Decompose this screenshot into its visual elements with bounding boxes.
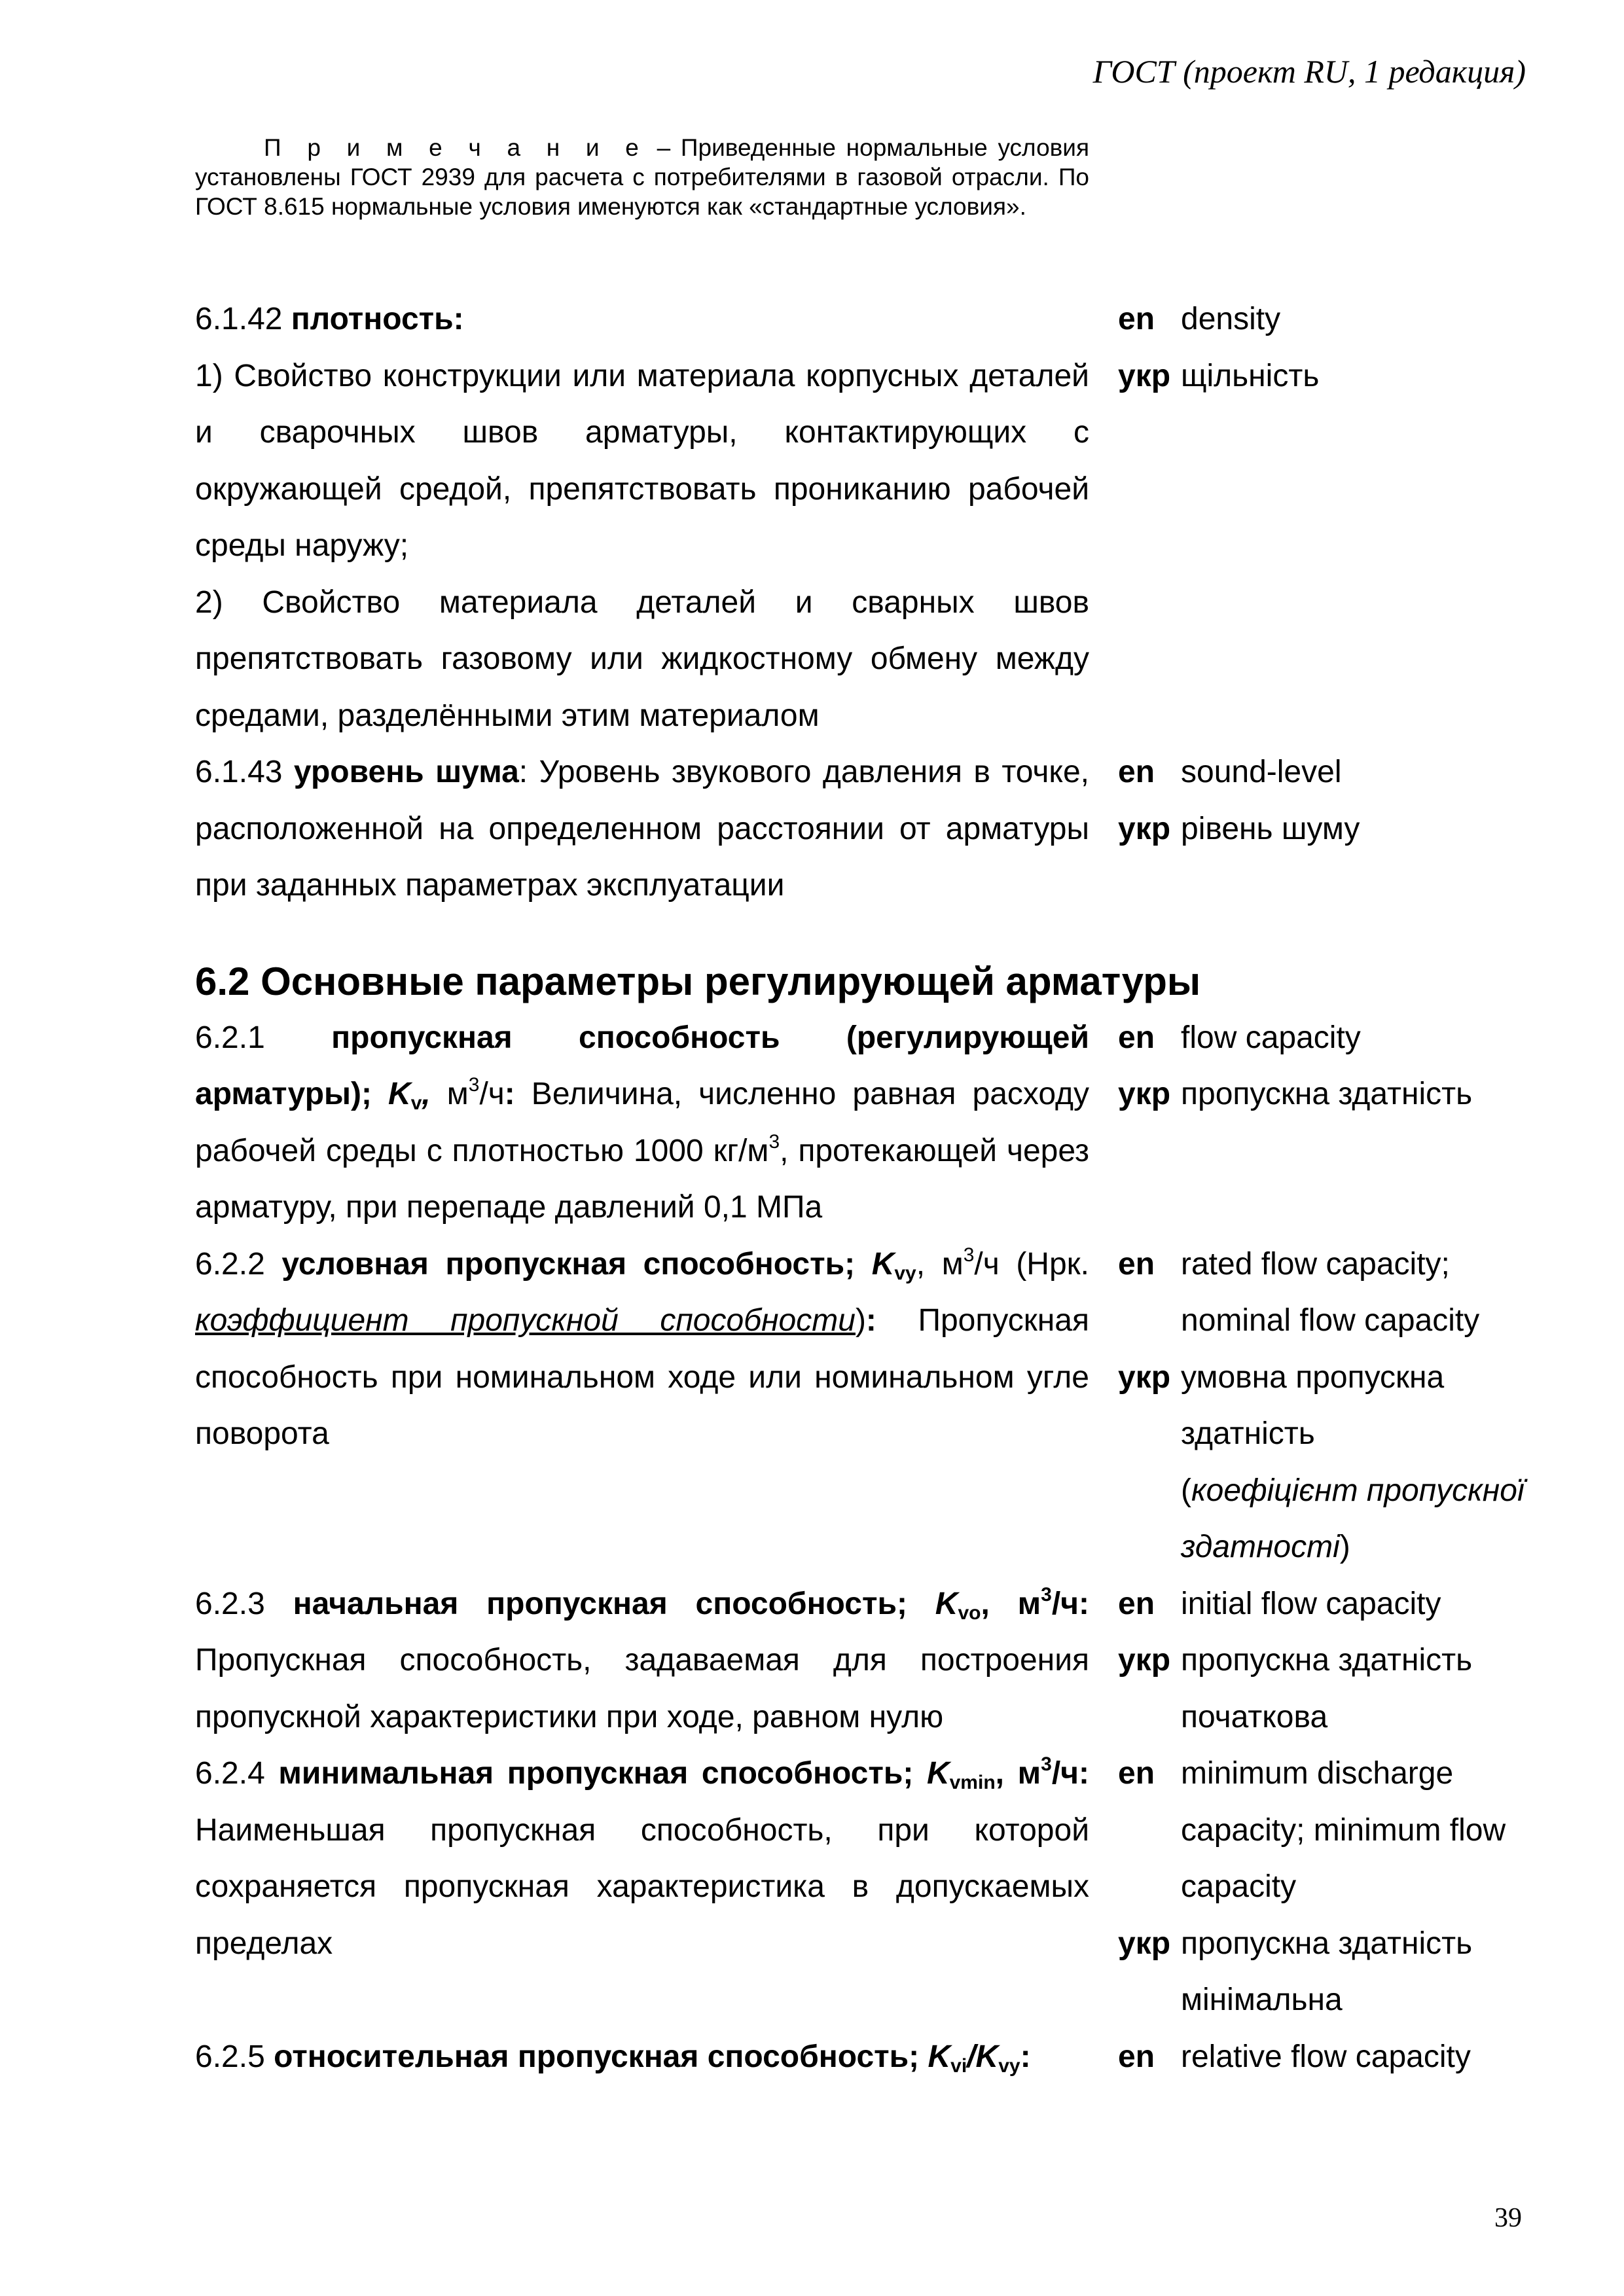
paren-close: ) — [1339, 1530, 1350, 1564]
unit-rest: /ч — [479, 1077, 505, 1111]
term-entry-6-1-42-def1 — [195, 348, 1543, 575]
unit-superscript: 3 — [963, 1244, 975, 1266]
slash: / — [967, 2039, 976, 2074]
translations — [1181, 744, 1543, 914]
lang-label-ukr: укр — [1118, 1359, 1171, 1395]
term-title: пропускная способность (регулирующей арматуры); — [195, 1020, 1089, 1111]
symbol-2: K — [975, 2039, 999, 2074]
term-ukr: щільність — [1181, 358, 1320, 393]
entry-number: 6.2.4 — [195, 1756, 279, 1791]
term-en: rated flow capacity; nominal flow capacity — [1181, 1246, 1480, 1338]
entry-number: 6.1.43 — [195, 755, 294, 789]
symbol-subscript: v — [410, 1092, 422, 1114]
term-title: относительная пропускная способность; — [274, 2039, 928, 2074]
unit: , м — [916, 1246, 964, 1282]
term-entry-6-2-2 — [195, 1236, 1543, 1576]
entry-number: 6.1.42 — [195, 302, 291, 336]
note-text: – Приведенные нормальные условия установлены ГОСТ 2939 для расчета с потребителями в газовой отрасли. По ГОСТ 8.615 нормальные условия именуются как «стандартные условия». — [195, 134, 1090, 220]
lang-labels — [1089, 1576, 1181, 1746]
lang-label-en: en — [1118, 302, 1155, 336]
unit-superscript: 3 — [468, 1074, 480, 1096]
term-ukr: пропускна здатність початкова — [1181, 1643, 1473, 1734]
definition-text: : Уровень звукового давления в точке, расположенной на определенном расстоянии от арматуры при заданных параметрах эксплуатации — [195, 755, 1089, 903]
term-en: density — [1181, 302, 1281, 336]
entry-definition — [195, 1576, 1089, 1746]
lang-label-en: en — [1118, 1586, 1155, 1621]
term-entry-6-2-4 — [195, 1746, 1543, 2029]
lang-label-ukr: укр — [1118, 1643, 1171, 1677]
lang-labels — [1089, 1236, 1181, 1576]
term-title: плотность: — [291, 302, 464, 336]
term-en: initial flow capacity — [1181, 1586, 1441, 1621]
translations — [1181, 1236, 1543, 1576]
symbol-subscript: vy — [894, 1262, 916, 1284]
entry-definition — [195, 1746, 1089, 2029]
note-paragraph — [195, 133, 1089, 221]
symbol: K — [388, 1077, 411, 1111]
entry-number: 6.2.3 — [195, 1586, 293, 1621]
symbol-subscript: vo — [958, 1602, 981, 1624]
term-ukr: пропускна здатність мінімальна — [1181, 1926, 1473, 2017]
term-entry-6-2-3 — [195, 1576, 1543, 1746]
term-ukr: пропускна здатність — [1181, 1077, 1473, 1111]
entry-definition — [195, 2029, 1089, 2086]
symbol-2-subscript: vy — [998, 2054, 1020, 2077]
entry-definition — [195, 1236, 1089, 1576]
symbol: K — [935, 1586, 958, 1621]
definition-text: Наименьшая пропускная способность, при которой сохраняется пропускная характеристика в допускаемых пределах — [195, 1812, 1089, 1961]
lang-label-ukr: укр — [1118, 1077, 1171, 1111]
unit: м — [430, 1077, 469, 1111]
lang-label-en: en — [1118, 1756, 1155, 1791]
definition-text: Пропускная способность при номинальном ходе или номинальном угле поворота — [195, 1303, 1089, 1451]
term-ukr — [1181, 1350, 1543, 1576]
entry-definition — [195, 1010, 1089, 1236]
term-ukr-text: умовна пропускна здатність — [1181, 1359, 1445, 1451]
term-entry-6-2-1 — [195, 1010, 1543, 1236]
term-entry-6-1-42 — [195, 291, 1543, 348]
term-ukr: рівень шуму — [1181, 811, 1360, 846]
entry-definition — [195, 744, 1089, 914]
unit-rest: /ч: — [1051, 1756, 1089, 1791]
entry-definition-2: 2) Свойство материала деталей и сварных швов препятствовать газовому или жидкостному обмену между средами, разделёнными этим материалом — [195, 584, 1089, 733]
lang-label-ukr: укр — [1118, 1926, 1171, 1961]
definition-text: Пропускная способность, задаваемая для построения пропускной характеристики при ходе, равном нулю — [195, 1643, 1089, 1734]
note-label: П р и м е ч а н и е — [264, 134, 647, 161]
symbol: K — [926, 1756, 950, 1791]
lang-label-ukr: укр — [1118, 811, 1171, 846]
colon: : — [1020, 2039, 1031, 2074]
entry-number: 6.2.1 — [195, 1020, 332, 1055]
paren-open: ( — [1181, 1473, 1191, 1508]
unit: , м — [981, 1586, 1041, 1621]
unit-rest: /ч: — [1051, 1586, 1090, 1621]
lang-labels — [1089, 1746, 1181, 2029]
term-en: flow capacity — [1181, 1020, 1361, 1055]
symbol-comma: , — [422, 1077, 431, 1111]
symbol-1: K — [928, 2039, 951, 2074]
terms-content — [195, 291, 1543, 2085]
lang-labels — [1089, 1010, 1181, 1236]
unit-rest: /ч (Нрк. — [974, 1246, 1089, 1282]
term-title: уровень шума — [293, 755, 519, 789]
close-paren: ) — [855, 1303, 866, 1338]
symbol-1-subscript: vi — [950, 2054, 967, 2077]
unit-superscript: 3 — [1041, 1753, 1052, 1775]
entry-number: 6.2.2 — [195, 1246, 282, 1282]
entry-number: 6.2.5 — [195, 2039, 274, 2074]
definition-text: Величина, численно равная расходу рабочей среды с плотностью 1000 кг/м — [195, 1077, 1089, 1168]
symbol-subscript: vmin — [949, 1772, 996, 1793]
colon: : — [865, 1303, 876, 1338]
term-entry-6-1-43 — [195, 744, 1543, 914]
note-block — [195, 133, 1089, 221]
lang-label-en: en — [1118, 1020, 1155, 1055]
term-title: условная пропускная способность; — [281, 1246, 872, 1282]
lang-labels — [1089, 744, 1181, 914]
term-ukr-deprecated: коефіцієнт пропускної здатності — [1181, 1473, 1525, 1564]
entry-definition — [195, 291, 1089, 348]
unit: , м — [995, 1756, 1041, 1791]
translations — [1181, 1746, 1543, 2029]
term-entry-6-2-5 — [195, 2029, 1543, 2086]
term-en: minimum discharge capacity; minimum flow capacity — [1181, 1756, 1506, 1904]
translations — [1181, 1010, 1543, 1236]
unit-superscript: 3 — [1041, 1583, 1052, 1605]
lang-label-en: en — [1118, 1246, 1155, 1282]
definition-superscript: 3 — [768, 1130, 780, 1153]
entry-definition-1: 1) Свойство конструкции или материала корпусных деталей и сварочных швов арматуры, контактирующих с окружающей средой, препятствовать прониканию рабочей среды наружу; — [195, 358, 1089, 563]
lang-label-en: en — [1118, 755, 1155, 789]
page-number: 39 — [1494, 2203, 1522, 2233]
lang-label-ukr: укр — [1118, 358, 1171, 393]
symbol: K — [871, 1246, 895, 1282]
running-header: ГОСТ (проект RU, 1 редакция) — [1092, 53, 1526, 90]
term-en: sound-level — [1181, 755, 1342, 789]
term-en: relative flow capacity — [1181, 2039, 1471, 2074]
term-title: минимальная пропускная способность; — [278, 1756, 927, 1791]
definition-text-rest: , протекающей через арматуру, при перепаде давлений 0,1 МПа — [195, 1133, 1090, 1225]
deprecated-term: коэффициент пропускной способности — [195, 1303, 856, 1338]
term-title: начальная пропускная способность; — [293, 1586, 935, 1621]
term-entry-6-1-42-def2 — [195, 575, 1543, 745]
translations — [1181, 1576, 1543, 1746]
lang-label-en: en — [1118, 2039, 1155, 2074]
section-heading: 6.2 Основные параметры регулирующей арматуры — [195, 959, 1201, 1003]
colon: : — [504, 1077, 515, 1111]
